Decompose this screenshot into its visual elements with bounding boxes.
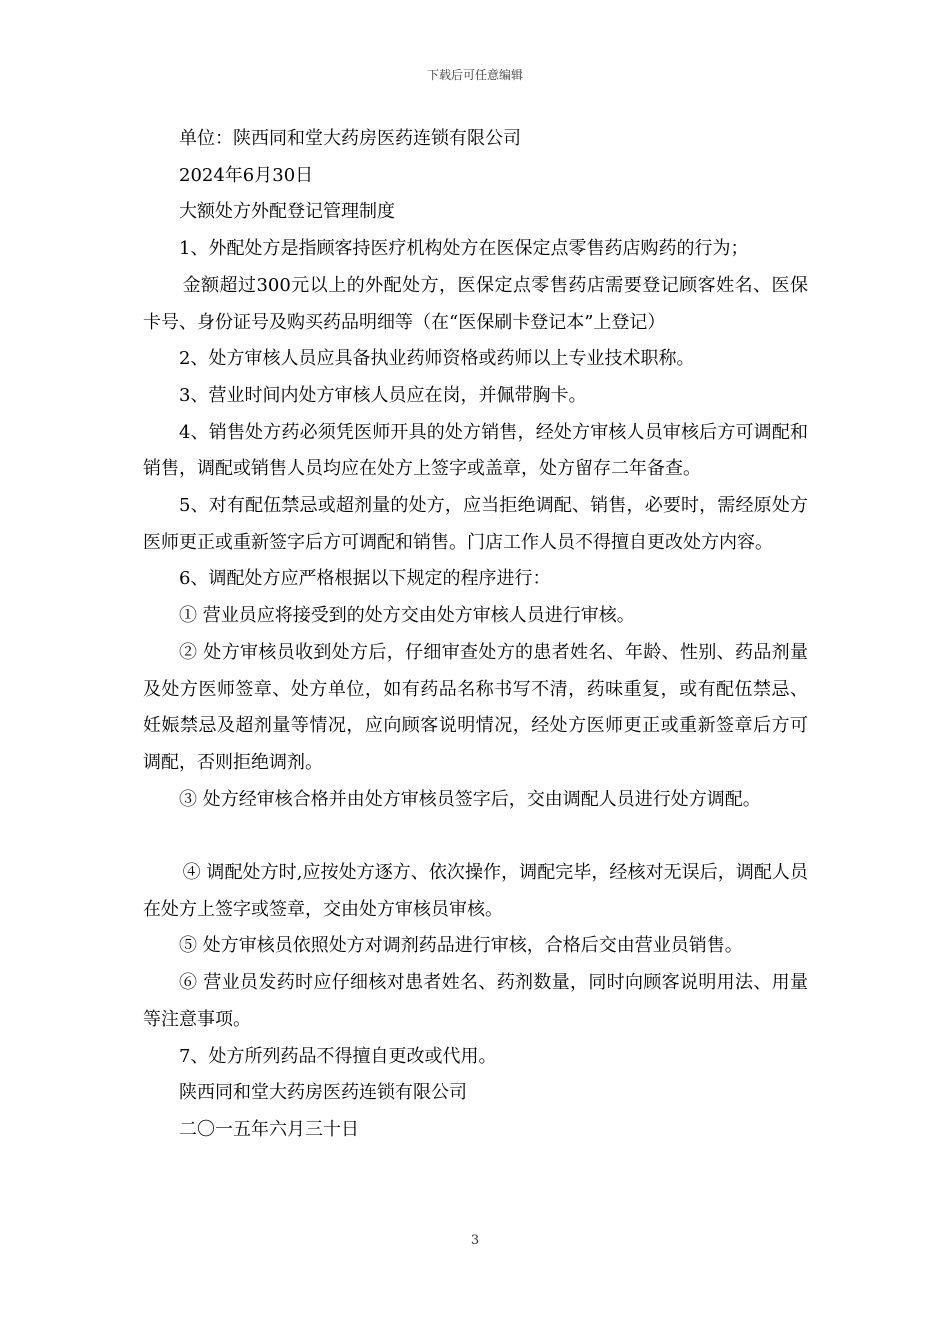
signature-company: 陕西同和堂大药房医药连锁有限公司 xyxy=(179,1082,467,1104)
blank-line xyxy=(143,818,808,855)
step-4: ④ 调配处方时,应按处方逐方、依次操作，调配完毕，经核对无误后，调配人员在处方上签字或签章，交由处方审核员审核。 xyxy=(143,862,808,920)
paragraph-6: 6、调配处方应严格根据以下规定的程序进行： xyxy=(179,568,551,590)
step-5: ⑤ 处方审核员依照处方对调剂药品进行审核，合格后交由营业员销售。 xyxy=(179,935,743,957)
paragraph-4: 4、销售处方药必须凭医师开具的处方销售，经处方审核人员审核后方可调配和销售，调配或销售人员均应在处方上签字或盖章，处方留存二年备查。 xyxy=(143,421,808,480)
unit-line: 单位：陕西同和堂大药房医药连锁有限公司 xyxy=(179,128,521,149)
paragraph-1: 1、外配处方是指顾客持医疗机构处方在医保定点零售药店购药的行为； xyxy=(179,238,749,260)
paragraph-2: 2、处方审核人员应具备执业药师资格或药师以上专业技术职称。 xyxy=(179,348,695,370)
paragraph-1-continued: 金额超过300元以上的外配处方，医保定点零售药店需要登记顾客姓名、医保卡号、身份证号及购买药品明细等（在“医保刷卡登记本”上登记） xyxy=(143,274,808,333)
document-title: 大额处方外配登记管理制度 xyxy=(179,201,395,223)
step-1: ① 营业员应将接受到的处方交由处方审核人员进行审核。 xyxy=(179,605,635,627)
step-2: ② 处方审核员收到处方后，仔细审查处方的患者姓名、年龄、性别、药品剂量及处方医师签章、处方单位，如有药品名称书写不清，药味重复，或有配伍禁忌、妊娠禁忌及超剂量等情况，应向顾客说明情况，经处方医师更正或重新签章后方可调配，否则拒绝调剂。 xyxy=(143,641,808,773)
signature-date: 二〇一五年六月三十日 xyxy=(179,1118,359,1140)
paragraph-5: 5、对有配伍禁忌或超剂量的处方，应当拒绝调配、销售，必要时，需经原处方医师更正或重新签字后方可调配和销售。门店工作人员不得擅自更改处方内容。 xyxy=(143,495,808,553)
paragraph-3: 3、营业时间内处方审核人员应在岗，并佩带胸卡。 xyxy=(179,384,587,406)
step-3: ③ 处方经审核合格并由处方审核员签字后，交由调配人员进行处方调配。 xyxy=(179,788,761,810)
page-header-note: 下载后可任意编辑 xyxy=(426,68,523,82)
document-body xyxy=(143,121,808,1149)
paragraph-7: 7、处方所列药品不得擅自更改或代用。 xyxy=(179,1045,497,1067)
date-line: 2024年6月30日 xyxy=(179,164,314,186)
step-6: ⑥ 营业员发药时应仔细核对患者姓名、药剂数量，同时向顾客说明用法、用量等注意事项。 xyxy=(143,972,808,1030)
page-number: 3 xyxy=(470,1233,480,1248)
